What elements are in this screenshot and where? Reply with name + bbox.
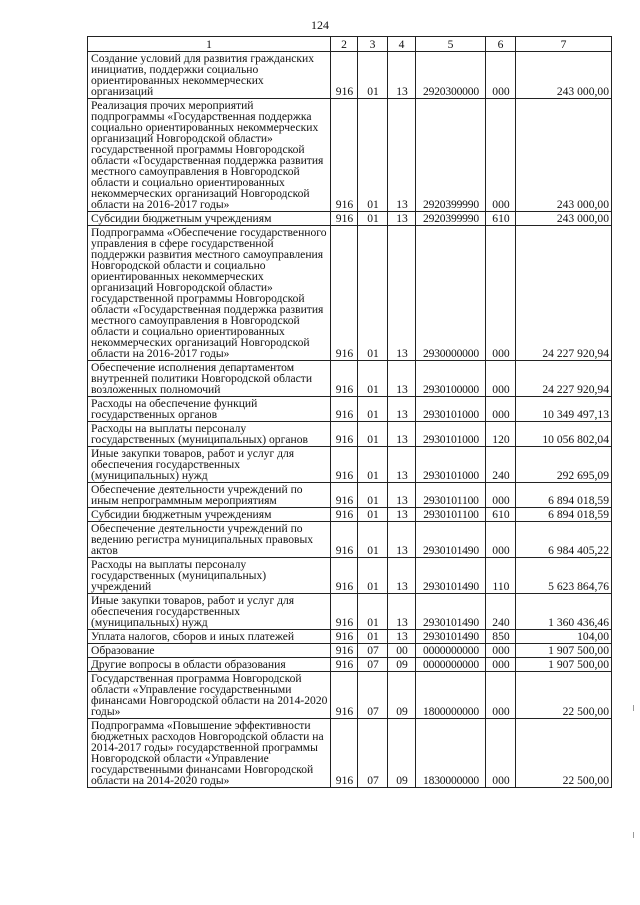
- ministry-code-cell: 916: [331, 212, 358, 226]
- target-article-cell: 2920300000: [416, 52, 486, 99]
- expense-type-cell: 000: [486, 361, 516, 397]
- ministry-code-cell: 916: [331, 397, 358, 422]
- target-article-cell: 2930101000: [416, 447, 486, 483]
- ministry-code-cell: 916: [331, 672, 358, 719]
- amount-cell: 5 623 864,76: [516, 558, 612, 594]
- amount-cell: 243 000,00: [516, 99, 612, 212]
- section-code-cell: 01: [358, 361, 388, 397]
- header-cell: 3: [358, 37, 388, 52]
- table-row: [88, 508, 612, 522]
- section-code-cell: 01: [358, 226, 388, 361]
- expense-type-cell: 000: [486, 397, 516, 422]
- table-row: [88, 361, 612, 397]
- subsection-code-cell: 13: [388, 522, 416, 558]
- target-article-cell: 0000000000: [416, 658, 486, 672]
- ministry-code-cell: 916: [331, 658, 358, 672]
- table-row: [88, 594, 612, 630]
- target-article-cell: 2930101490: [416, 558, 486, 594]
- row-name-cell: Подпрограмма «Повышение эффективности бюджетных расходов Новгородской области на 2014-2017 годы» государственной программы Новгородской области «Управление государственными финансами Новгородской области на 2014-2020 годы»: [88, 719, 331, 788]
- table-row: [88, 226, 612, 361]
- table-header-row: [88, 37, 612, 52]
- amount-cell: 1 360 436,46: [516, 594, 612, 630]
- table-row: [88, 52, 612, 99]
- ministry-code-cell: 916: [331, 594, 358, 630]
- subsection-code-cell: 13: [388, 361, 416, 397]
- subsection-code-cell: 13: [388, 447, 416, 483]
- subsection-code-cell: 13: [388, 630, 416, 644]
- table-row: [88, 644, 612, 658]
- subsection-code-cell: 13: [388, 99, 416, 212]
- expense-type-cell: 000: [486, 719, 516, 788]
- row-name-cell: Создание условий для развития гражданских инициатив, поддержки социально ориентированных некоммерческих организаций: [88, 52, 331, 99]
- ministry-code-cell: 916: [331, 226, 358, 361]
- subsection-code-cell: 13: [388, 422, 416, 447]
- amount-cell: 104,00: [516, 630, 612, 644]
- section-code-cell: 01: [358, 99, 388, 212]
- header-cell: 1: [88, 37, 331, 52]
- row-name-cell: Государственная программа Новгородской области «Управление государственными финансами Новгородской области на 2014-2020 годы»: [88, 672, 331, 719]
- expense-type-cell: 000: [486, 52, 516, 99]
- table-row: [88, 658, 612, 672]
- row-name-cell: Реализация прочих мероприятий подпрограммы «Государственная поддержка социально ориентированных некоммерческих организаций Новгородской области» государственной программы Новгородской области «Государственная поддержка развития местного самоуправления в Новгородской области и социально ориентированных некоммерческих организаций Новгородской области на 2016-2017 годы»: [88, 99, 331, 212]
- row-name-cell: Субсидии бюджетным учреждениям: [88, 508, 331, 522]
- expense-type-cell: 000: [486, 522, 516, 558]
- table-row: [88, 447, 612, 483]
- expense-type-cell: 000: [486, 672, 516, 719]
- row-name-cell: Субсидии бюджетным учреждениям: [88, 212, 331, 226]
- header-cell: 6: [486, 37, 516, 52]
- ministry-code-cell: 916: [331, 52, 358, 99]
- page-number: 124: [311, 18, 329, 32]
- table-row: [88, 672, 612, 719]
- section-code-cell: 01: [358, 558, 388, 594]
- header-cell: 2: [331, 37, 358, 52]
- row-name-cell: Другие вопросы в области образования: [88, 658, 331, 672]
- row-name-cell: Подпрограмма «Обеспечение государственного управления в сфере государственной поддержки развития местного самоуправления Новгородской области и социально ориентированных некоммерческих организаций Новгородской области» государственной программы Новгородской области «Государственная поддержка развития местного самоуправления в Новгородской области и социально ориентированных некоммерческих организаций Новгородской области на 2016-2017 годы»: [88, 226, 331, 361]
- subsection-code-cell: 09: [388, 672, 416, 719]
- table-row: [88, 630, 612, 644]
- target-article-cell: 0000000000: [416, 644, 486, 658]
- subsection-code-cell: 13: [388, 483, 416, 508]
- subsection-code-cell: 13: [388, 226, 416, 361]
- header-cell: 4: [388, 37, 416, 52]
- row-name-cell: Обеспечение деятельности учреждений по ведению регистра муниципальных правовых актов: [88, 522, 331, 558]
- row-name-cell: Обеспечение исполнения департаментом внутренней политики Новгородской области возложенных полномочий: [88, 361, 331, 397]
- row-name-cell: Образование: [88, 644, 331, 658]
- target-article-cell: 2930101000: [416, 397, 486, 422]
- subsection-code-cell: 13: [388, 52, 416, 99]
- target-article-cell: 2930101100: [416, 508, 486, 522]
- expense-type-cell: 120: [486, 422, 516, 447]
- amount-cell: 22 500,00: [516, 719, 612, 788]
- expense-type-cell: 610: [486, 508, 516, 522]
- row-name-cell: Иные закупки товаров, работ и услуг для обеспечения государственных (муниципальных) нужд: [88, 594, 331, 630]
- target-article-cell: 2930101490: [416, 594, 486, 630]
- section-code-cell: 01: [358, 522, 388, 558]
- table-row: [88, 483, 612, 508]
- section-code-cell: 01: [358, 594, 388, 630]
- budget-table: [87, 36, 612, 788]
- section-code-cell: 01: [358, 397, 388, 422]
- amount-cell: 22 500,00: [516, 672, 612, 719]
- ministry-code-cell: 916: [331, 447, 358, 483]
- row-name-cell: Уплата налогов, сборов и иных платежей: [88, 630, 331, 644]
- header-cell: 5: [416, 37, 486, 52]
- margin-mark: [633, 832, 634, 838]
- amount-cell: 6 894 018,59: [516, 483, 612, 508]
- amount-cell: 6 984 405,22: [516, 522, 612, 558]
- amount-cell: 243 000,00: [516, 212, 612, 226]
- target-article-cell: 2930101490: [416, 522, 486, 558]
- row-name-cell: Иные закупки товаров, работ и услуг для обеспечения государственных (муниципальных) нужд: [88, 447, 331, 483]
- subsection-code-cell: 13: [388, 508, 416, 522]
- section-code-cell: 07: [358, 719, 388, 788]
- expense-type-cell: 000: [486, 658, 516, 672]
- subsection-code-cell: 13: [388, 397, 416, 422]
- subsection-code-cell: 09: [388, 719, 416, 788]
- table-row: [88, 99, 612, 212]
- margin-mark: [633, 705, 634, 711]
- ministry-code-cell: 916: [331, 361, 358, 397]
- target-article-cell: 1800000000: [416, 672, 486, 719]
- table-row: [88, 397, 612, 422]
- section-code-cell: 07: [358, 672, 388, 719]
- target-article-cell: 2920399990: [416, 99, 486, 212]
- section-code-cell: 07: [358, 658, 388, 672]
- row-name-cell: Обеспечение деятельности учреждений по иным непрограммным мероприятиям: [88, 483, 331, 508]
- expense-type-cell: 000: [486, 483, 516, 508]
- amount-cell: 10 056 802,04: [516, 422, 612, 447]
- expense-type-cell: 000: [486, 99, 516, 212]
- section-code-cell: 01: [358, 508, 388, 522]
- amount-cell: 24 227 920,94: [516, 226, 612, 361]
- expense-type-cell: 000: [486, 226, 516, 361]
- subsection-code-cell: 09: [388, 658, 416, 672]
- section-code-cell: 01: [358, 52, 388, 99]
- ministry-code-cell: 916: [331, 483, 358, 508]
- expense-type-cell: 240: [486, 594, 516, 630]
- table-row: [88, 422, 612, 447]
- amount-cell: 10 349 497,13: [516, 397, 612, 422]
- ministry-code-cell: 916: [331, 630, 358, 644]
- target-article-cell: 2920399990: [416, 212, 486, 226]
- target-article-cell: 2930100000: [416, 361, 486, 397]
- ministry-code-cell: 916: [331, 522, 358, 558]
- expense-type-cell: 000: [486, 644, 516, 658]
- amount-cell: 243 000,00: [516, 52, 612, 99]
- amount-cell: 6 894 018,59: [516, 508, 612, 522]
- amount-cell: 1 907 500,00: [516, 644, 612, 658]
- expense-type-cell: 850: [486, 630, 516, 644]
- header-cell: 7: [516, 37, 612, 52]
- row-name-cell: Расходы на выплаты персоналу государственных (муниципальных) органов: [88, 422, 331, 447]
- target-article-cell: 2930101490: [416, 630, 486, 644]
- ministry-code-cell: 916: [331, 719, 358, 788]
- subsection-code-cell: 13: [388, 558, 416, 594]
- ministry-code-cell: 916: [331, 644, 358, 658]
- expense-type-cell: 110: [486, 558, 516, 594]
- section-code-cell: 01: [358, 630, 388, 644]
- expense-type-cell: 610: [486, 212, 516, 226]
- amount-cell: 292 695,09: [516, 447, 612, 483]
- section-code-cell: 07: [358, 644, 388, 658]
- subsection-code-cell: 13: [388, 594, 416, 630]
- ministry-code-cell: 916: [331, 558, 358, 594]
- target-article-cell: 2930101100: [416, 483, 486, 508]
- section-code-cell: 01: [358, 483, 388, 508]
- target-article-cell: 1830000000: [416, 719, 486, 788]
- row-name-cell: Расходы на выплаты персоналу государственных (муниципальных) учреждений: [88, 558, 331, 594]
- section-code-cell: 01: [358, 447, 388, 483]
- target-article-cell: 2930000000: [416, 226, 486, 361]
- target-article-cell: 2930101000: [416, 422, 486, 447]
- expense-type-cell: 240: [486, 447, 516, 483]
- ministry-code-cell: 916: [331, 422, 358, 447]
- section-code-cell: 01: [358, 422, 388, 447]
- subsection-code-cell: 00: [388, 644, 416, 658]
- amount-cell: 24 227 920,94: [516, 361, 612, 397]
- ministry-code-cell: 916: [331, 508, 358, 522]
- amount-cell: 1 907 500,00: [516, 658, 612, 672]
- section-code-cell: 01: [358, 212, 388, 226]
- table-row: [88, 558, 612, 594]
- table-row: [88, 522, 612, 558]
- ministry-code-cell: 916: [331, 99, 358, 212]
- row-name-cell: Расходы на обеспечение функций государственных органов: [88, 397, 331, 422]
- subsection-code-cell: 13: [388, 212, 416, 226]
- table-row: [88, 719, 612, 788]
- table-row: [88, 212, 612, 226]
